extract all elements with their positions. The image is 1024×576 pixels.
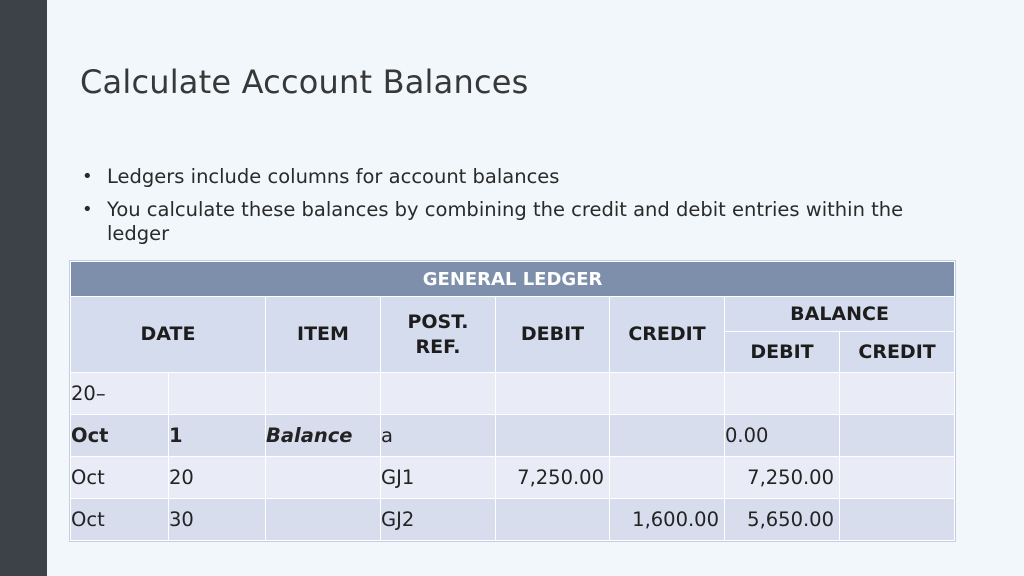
general-ledger-table <box>70 261 955 541</box>
header-date: DATE <box>71 297 266 373</box>
cell-credit <box>610 373 725 415</box>
header-item: ITEM <box>266 297 381 373</box>
cell-post-ref: a <box>381 415 496 457</box>
side-accent-bar <box>0 0 47 576</box>
cell-month: Oct <box>71 415 169 457</box>
header-debit: DEBIT <box>496 297 610 373</box>
cell-balance-debit <box>725 373 840 415</box>
cell-credit <box>610 457 725 499</box>
cell-balance-credit <box>840 499 955 541</box>
header-balance: BALANCE <box>725 297 955 332</box>
bullet-dot-icon: • <box>82 199 93 220</box>
cell-credit <box>610 415 725 457</box>
bullet-item <box>82 165 962 189</box>
header-balance-credit: CREDIT <box>840 332 955 373</box>
cell-item <box>266 457 381 499</box>
table-row <box>71 457 955 499</box>
table-row <box>71 415 955 457</box>
cell-day: 20 <box>169 457 266 499</box>
slide-title: Calculate Account Balances <box>80 63 529 101</box>
bullet-dot-icon: • <box>82 166 93 187</box>
cell-item <box>266 499 381 541</box>
header-post-ref: POST. REF. <box>381 297 496 373</box>
bullet-list <box>82 165 962 255</box>
cell-month: 20– <box>71 373 169 415</box>
cell-debit <box>496 499 610 541</box>
cell-balance-debit: 7,250.00 <box>725 457 840 499</box>
bullet-text: Ledgers include columns for account balances <box>107 165 560 188</box>
cell-balance-debit: 0.00 <box>725 415 840 457</box>
table-row <box>71 373 955 415</box>
cell-balance-debit: 5,650.00 <box>725 499 840 541</box>
cell-month: Oct <box>71 499 169 541</box>
cell-post-ref <box>381 373 496 415</box>
cell-post-ref: GJ1 <box>381 457 496 499</box>
cell-day: 1 <box>169 415 266 457</box>
cell-debit: 7,250.00 <box>496 457 610 499</box>
cell-item <box>266 373 381 415</box>
cell-debit <box>496 373 610 415</box>
cell-credit: 1,600.00 <box>610 499 725 541</box>
cell-day: 30 <box>169 499 266 541</box>
cell-month: Oct <box>71 457 169 499</box>
cell-post-ref: GJ2 <box>381 499 496 541</box>
ledger-title: GENERAL LEDGER <box>71 262 955 297</box>
cell-debit <box>496 415 610 457</box>
cell-balance-credit <box>840 415 955 457</box>
header-balance-debit: DEBIT <box>725 332 840 373</box>
cell-day <box>169 373 266 415</box>
bullet-item <box>82 198 962 246</box>
header-credit: CREDIT <box>610 297 725 373</box>
cell-balance-credit <box>840 457 955 499</box>
table-row <box>71 499 955 541</box>
bullet-text: You calculate these balances by combining the credit and debit entries within the ledger <box>107 198 904 245</box>
cell-item: Balance <box>266 415 381 457</box>
cell-balance-credit <box>840 373 955 415</box>
